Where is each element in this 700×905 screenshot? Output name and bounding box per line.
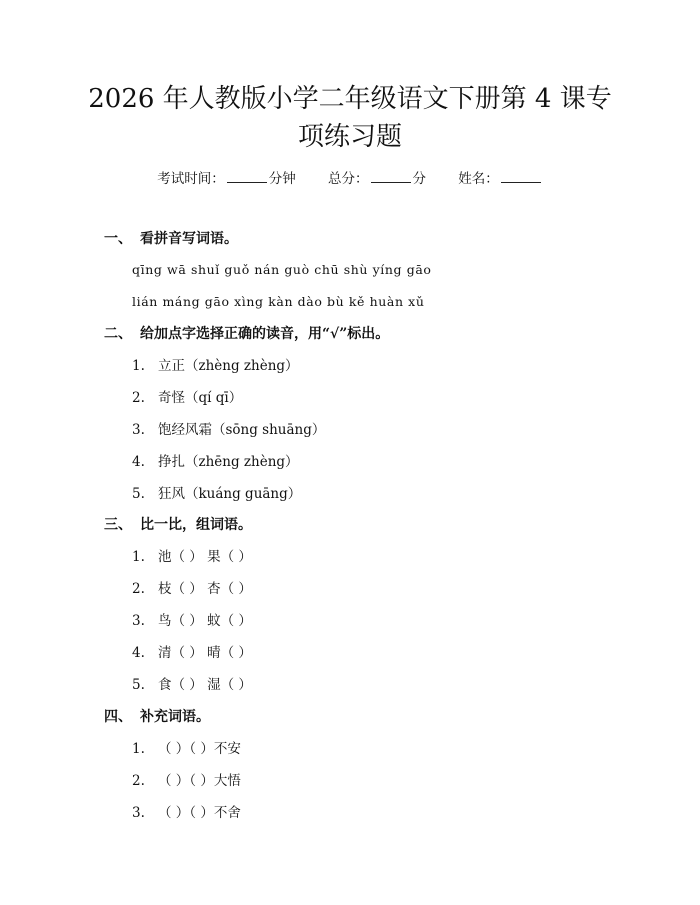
list-item (132, 357, 299, 375)
list-item (132, 580, 252, 598)
item-number: 2. (132, 581, 145, 597)
item-text: 清（ ） 晴（ ） (158, 645, 252, 661)
item-text: 奇怪（qí qī） (158, 390, 243, 406)
list-item (132, 453, 299, 471)
list-item (132, 772, 241, 790)
section-1-heading (104, 230, 238, 248)
list-item (132, 644, 252, 662)
title-line-1: 2026 年人教版小学二年级语文下册第 4 课专 (88, 84, 612, 114)
section-1-number: 一、 (104, 231, 132, 247)
item-text: 立正（zhèng zhèng） (158, 358, 299, 374)
pinyin-line-1: qīng wā shuǐ guǒ nán guò chū shù yíng gāo (132, 262, 432, 277)
section-1-title: 看拼音写词语。 (140, 231, 238, 247)
item-number: 5. (132, 486, 145, 502)
item-number: 1. (132, 549, 145, 565)
item-text: 鸟（ ） 蚊（ ） (158, 613, 252, 629)
item-text: 饱经风霜（sōng shuāng） (158, 422, 326, 438)
item-text: 狂风（kuáng guāng） (158, 486, 302, 502)
item-text: （ ）（ ）不安 (158, 741, 241, 757)
item-text: 池（ ） 果（ ） (158, 549, 252, 565)
item-text: 食（ ） 湿（ ） (158, 677, 252, 693)
item-number: 4. (132, 454, 145, 470)
section-2-number: 二、 (104, 326, 132, 342)
item-number: 1. (132, 358, 145, 374)
section-3-heading (104, 516, 252, 534)
page-title (60, 80, 640, 156)
item-text: （ ）（ ）不舍 (158, 805, 241, 821)
list-item (132, 485, 301, 503)
time-label: 考试时间： (157, 171, 225, 187)
item-number: 1. (132, 741, 145, 757)
score-field (328, 169, 426, 188)
item-number: 5. (132, 677, 145, 693)
item-number: 3. (132, 422, 145, 438)
name-blank[interactable] (501, 169, 541, 183)
exam-info (0, 169, 700, 188)
item-number: 3. (132, 613, 145, 629)
score-label: 总分： (328, 171, 369, 187)
section-2-title: 给加点字选择正确的读音，用“√”标出。 (140, 326, 390, 342)
item-number: 2. (132, 390, 145, 406)
list-item (132, 389, 242, 407)
section-3-number: 三、 (104, 517, 132, 533)
list-item (132, 740, 241, 758)
time-field (157, 169, 296, 188)
list-item (132, 548, 252, 566)
item-number: 4. (132, 645, 145, 661)
item-text: 枝（ ） 杏（ ） (158, 581, 252, 597)
title-line-2: 项练习题 (297, 122, 402, 152)
section-3-title: 比一比，组词语。 (140, 517, 252, 533)
time-blank[interactable] (227, 169, 267, 183)
item-number: 2. (132, 773, 145, 789)
pinyin-line-2: lián máng gāo xìng kàn dào bù kě huàn xǔ (132, 294, 425, 309)
score-unit: 分 (412, 171, 426, 187)
item-text: （ ）（ ）大悟 (158, 773, 241, 789)
section-4-heading (104, 708, 210, 726)
section-2-heading (104, 325, 389, 343)
list-item (132, 676, 252, 694)
score-blank[interactable] (371, 169, 411, 183)
time-unit: 分钟 (268, 171, 296, 187)
list-item (132, 804, 241, 822)
name-label: 姓名： (458, 171, 499, 187)
list-item (132, 421, 325, 439)
item-number: 3. (132, 805, 145, 821)
section-4-number: 四、 (104, 709, 132, 725)
item-text: 挣扎（zhēng zhèng） (158, 454, 299, 470)
section-4-title: 补充词语。 (140, 709, 210, 725)
list-item (132, 612, 252, 630)
name-field (458, 169, 543, 188)
